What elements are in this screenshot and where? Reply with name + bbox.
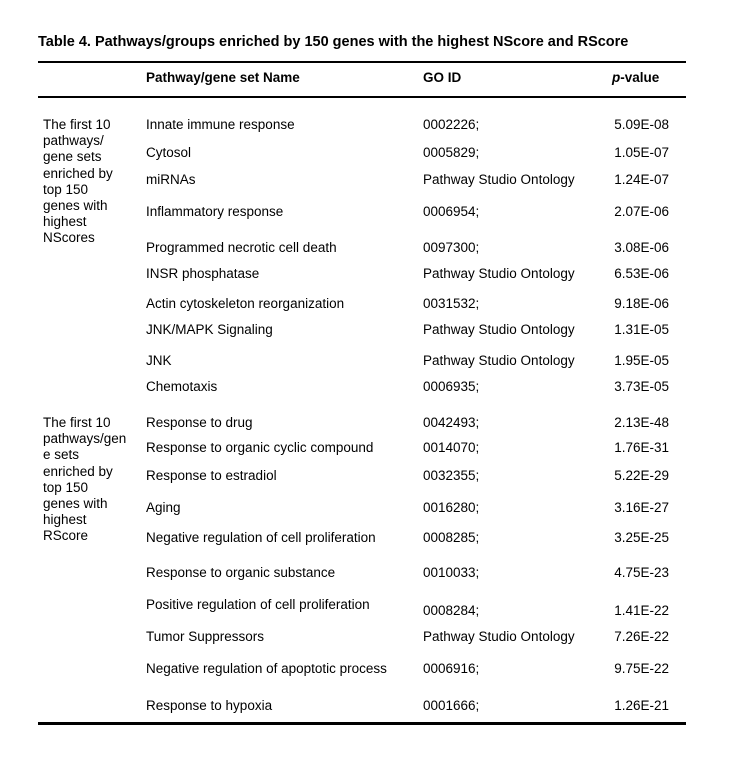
go-id-cell: 0016280;	[423, 500, 480, 515]
header-pathway-name: Pathway/gene set Name	[146, 70, 300, 85]
go-id-cell: 0006954;	[423, 204, 480, 219]
group-label: The first 10 pathways/gen e sets enriched by top 150 genes with highest RScore	[43, 415, 127, 544]
pathway-name-cell: Actin cytoskeleton reorganization	[146, 296, 345, 311]
pathway-name-cell: Response to hypoxia	[146, 698, 273, 713]
pathway-name-cell: Cytosol	[146, 145, 192, 160]
p-value-cell: 1.41E-22	[614, 603, 669, 618]
go-id-cell: Pathway Studio Ontology	[423, 266, 575, 281]
go-id-cell: 0006916;	[423, 661, 480, 676]
p-value-cell: 3.08E-06	[614, 240, 669, 255]
p-value-cell: 3.73E-05	[614, 379, 669, 394]
go-id-cell: 0008285;	[423, 530, 480, 545]
pathway-name-cell: Response to drug	[146, 415, 253, 430]
p-value-cell: 5.22E-29	[614, 468, 669, 483]
p-value-cell: 5.09E-08	[614, 117, 669, 132]
go-id-cell: Pathway Studio Ontology	[423, 353, 575, 368]
pathway-name-cell: Negative regulation of apoptotic process	[146, 661, 387, 676]
pathway-name-cell: Innate immune response	[146, 117, 295, 132]
header-p-value-suffix: -value	[620, 70, 660, 85]
go-id-cell: 0005829;	[423, 145, 480, 160]
pathway-name-cell: Programmed necrotic cell death	[146, 240, 337, 255]
p-value-cell: 9.75E-22	[614, 661, 669, 676]
go-id-cell: Pathway Studio Ontology	[423, 629, 575, 644]
go-id-cell: 0002226;	[423, 117, 480, 132]
pathway-name-cell: Response to organic cyclic compound	[146, 440, 374, 455]
go-id-cell: 0031532;	[423, 296, 480, 311]
pathway-name-cell: Positive regulation of cell proliferation	[146, 597, 370, 612]
pathway-name-cell: Tumor Suppressors	[146, 629, 265, 644]
go-id-cell: 0097300;	[423, 240, 480, 255]
header-rule	[38, 96, 686, 98]
go-id-cell: 0042493;	[423, 415, 480, 430]
p-value-cell: 9.18E-06	[614, 296, 669, 311]
bottom-rule	[38, 722, 686, 725]
go-id-cell: 0008284;	[423, 603, 480, 618]
top-rule	[38, 61, 686, 63]
p-value-cell: 1.31E-05	[614, 322, 669, 337]
p-value-cell: 1.05E-07	[614, 145, 669, 160]
p-value-cell: 3.16E-27	[614, 500, 669, 515]
p-value-cell: 4.75E-23	[614, 565, 669, 580]
go-id-cell: 0014070;	[423, 440, 480, 455]
pathway-name-cell: JNK	[146, 353, 172, 368]
p-value-cell: 6.53E-06	[614, 266, 669, 281]
go-id-cell: Pathway Studio Ontology	[423, 172, 575, 187]
go-id-cell: 0010033;	[423, 565, 480, 580]
table-caption: Table 4. Pathways/groups enriched by 150 genes with the highest NScore and RScore	[38, 34, 629, 50]
pathway-name-cell: miRNAs	[146, 172, 196, 187]
p-value-cell: 1.95E-05	[614, 353, 669, 368]
pathway-name-cell: Negative regulation of cell proliferation	[146, 530, 376, 545]
p-value-cell: 7.26E-22	[614, 629, 669, 644]
go-id-cell: Pathway Studio Ontology	[423, 322, 575, 337]
p-value-cell: 1.76E-31	[614, 440, 669, 455]
go-id-cell: 0001666;	[423, 698, 480, 713]
go-id-cell: 0006935;	[423, 379, 480, 394]
header-p-value-italic: p	[612, 70, 621, 85]
p-value-cell: 2.07E-06	[614, 204, 669, 219]
pathway-name-cell: JNK/MAPK Signaling	[146, 322, 273, 337]
group-label: The first 10 pathways/ gene sets enriched by top 150 genes with highest NScores	[43, 117, 113, 246]
go-id-cell: 0032355;	[423, 468, 480, 483]
header-go-id: GO ID	[423, 70, 462, 85]
p-value-cell: 1.24E-07	[614, 172, 669, 187]
pathway-name-cell: Inflammatory response	[146, 204, 284, 219]
pathway-name-cell: Response to estradiol	[146, 468, 277, 483]
header-p-value	[612, 70, 659, 85]
pathway-name-cell: Response to organic substance	[146, 565, 336, 580]
p-value-cell: 3.25E-25	[614, 530, 669, 545]
pathway-name-cell: INSR phosphatase	[146, 266, 260, 281]
pathway-name-cell: Aging	[146, 500, 181, 515]
pathway-name-cell: Chemotaxis	[146, 379, 218, 394]
p-value-cell: 1.26E-21	[614, 698, 669, 713]
p-value-cell: 2.13E-48	[614, 415, 669, 430]
